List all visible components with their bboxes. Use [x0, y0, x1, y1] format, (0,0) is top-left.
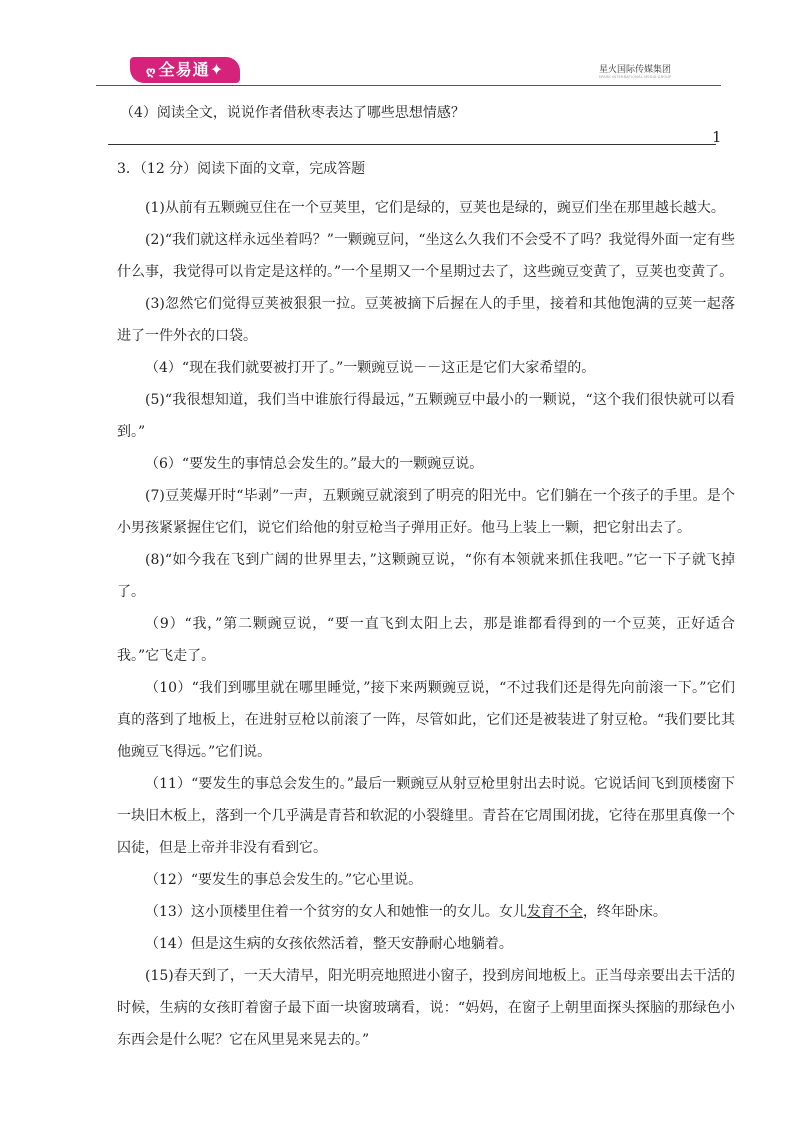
page-header: [0, 0, 800, 90]
paragraph-7: (7)豆荚爆开时“毕剥”一声，五颗豌豆就滚到了明亮的阳光中。它们躺在一个孩子的手里。是个小男孩紧紧握住它们，说它们给他的射豆枪当子弹用正好。他马上装上一颗，把它射出去了。: [117, 488, 735, 536]
logo-swirl-icon: ღ: [145, 64, 157, 78]
logo-star-icon: ✦: [209, 60, 225, 79]
paragraph-13-tail: ，终年卧床。: [582, 904, 667, 920]
page-number: 1: [712, 128, 722, 146]
paragraph-12: （12）“要发生的事总会发生的。”它心里说。: [145, 872, 423, 888]
underlined-phrase: 发育不全: [526, 904, 583, 920]
brand-subtitle: SPARK INTERNATIONAL MEDIA GROUP: [598, 75, 672, 79]
section-3: [117, 158, 735, 1056]
section-3-title: 3．（12 分）阅读下面的文章，完成答题: [117, 161, 366, 177]
paragraph-15: (15)春天到了，一天大清早，阳光明亮地照进小窗子，投到房间地板上。正当母亲要出去干活的时候，生病的女孩盯着窗子最下面一块窗玻璃看，说：“妈妈，在窗子上朝里面探头探脑的那绿色小东西会是什么呢？它在风里晃来晃去的。”: [117, 968, 735, 1048]
answer-line: [108, 144, 716, 145]
paragraph-1: (1)从前有五颗豌豆住在一个豆荚里，它们是绿的，豆荚也是绿的，豌豆们坐在那里越长越大。: [145, 200, 725, 216]
paragraph-8: (8)“如今我在飞到广阔的世界里去，”这颗豌豆说，“你有本领就来抓住我吧。”它一下子就飞掉了。: [117, 552, 735, 600]
logo-text: 全易通: [158, 60, 210, 79]
header-divider: [96, 85, 721, 86]
paragraph-10: （10）“我们到哪里就在哪里睡觉，”接下来两颗豌豆说，“不过我们还是得先向前滚一下。”它们真的落到了地板上，在进射豆枪以前滚了一阵，尽管如此，它们还是被装进了射豆枪。“我们要比其他豌豆飞得远。”它们说。: [117, 680, 735, 760]
paragraph-11: （11）“要发生的事总会发生的。”最后一颗豌豆从射豆枪里射出去时说。它说话间飞到顶楼窗下一块旧木板上，落到一个几乎满是青苔和软泥的小裂缝里。青苔在它周围闭拢，它待在那里真像一个囚徒，但是上帝并非没有看到它。: [117, 776, 735, 856]
paragraph-6: （6）“要发生的事情总会发生的。”最大的一颗豌豆说。: [145, 456, 484, 472]
brand-block: [580, 62, 690, 79]
question-4: （4）阅读全文，说说作者借秋枣表达了哪些思想情感？: [120, 105, 465, 121]
paragraph-5: (5)“我很想知道，我们当中谁旅行得最远，”五颗豌豆中最小的一颗说，“这个我们很快就可以看到。”: [117, 392, 735, 440]
paragraph-4: （4）“现在我们就要被打开了。”一颗豌豆说－－这正是它们大家希望的。: [145, 360, 596, 376]
paragraph-9: （9）“我，”第二颗豌豆说，“要一直飞到太阳上去，那是谁都看得到的一个豆荚，正好适合我。”它飞走了。: [117, 616, 735, 664]
quanyitong-logo: [130, 57, 240, 83]
brand-name: 星火国际传媒集团: [598, 65, 671, 75]
paragraph-3: (3)忽然它们觉得豆荚被狠狠一拉。豆荚被摘下后握在人的手里，接着和其他饱满的豆荚一起落进了一件外衣的口袋。: [117, 296, 735, 344]
paragraph-2: (2)“我们就这样永远坐着吗？”一颗豌豆问，“坐这么久我们不会受不了吗？我觉得外面一定有些什么事，我觉得可以肯定是这样的。”一个星期又一个星期过去了，这些豌豆变黄了，豆荚也变黄了。: [117, 232, 735, 280]
paragraph-13: [117, 896, 735, 928]
paragraph-13-head: （13）这小顶楼里住着一个贫穷的女人和她惟一的女儿。女儿: [145, 904, 527, 920]
paragraph-14: （14）但是这生病的女孩依然活着，整天安静耐心地躺着。: [145, 936, 513, 952]
